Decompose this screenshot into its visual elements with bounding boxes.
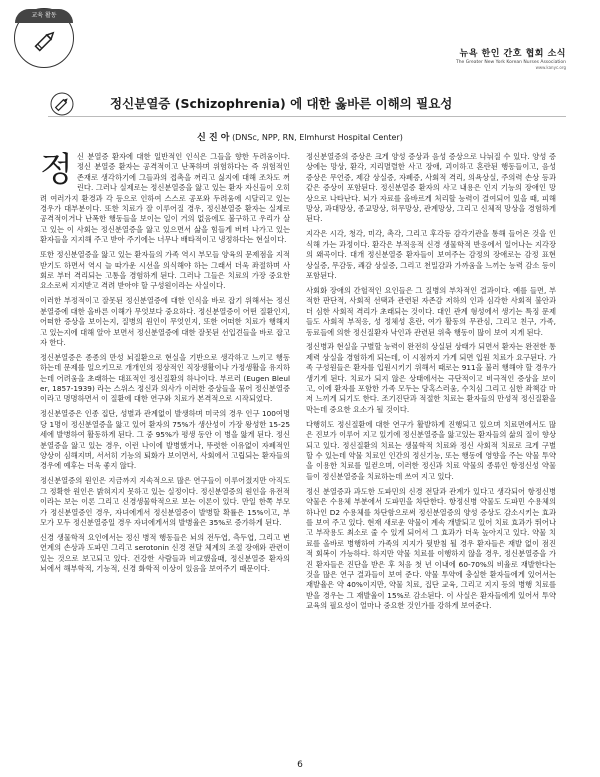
- publication-masthead: [456, 46, 566, 70]
- publication-subtitle: The Greater New York Korean Nurses Association: [455, 60, 566, 65]
- publication-url: www.kanyc.org: [535, 65, 566, 70]
- paragraph: 이러한 부정적이고 잘못된 정신분열증에 대한 인식을 바로 잡기 위해서는 정신분열증에 대한 올바른 이해가 무엇보다 중요하다. 정신분열증이 어떤 질환인지, 어떠한 증상을 보이는지, 질병의 원인이 무엇인지, 또한 어떠한 치료가 행해지고 있는지에 대해 알아 보면서 정신분열증에 대한 잘못된 선입견들을 바로 잡고자 한다.: [40, 296, 290, 347]
- paragraph: 정신 분열증과 과도한 도파민의 신경 전달과 관계가 있다고 생각되어 항정신병 약물은 수용체 부분에서 도파민을 차단한다. 항정신병 약물도 도파민 수용체의 하나인 D2 수용체를 차단함으로써 정신분열증의 양성 증상도 감소시키는 효과를 보여 주고 있다. 현재 새로운 약물이 계속 개발되고 있어 치료 효과가 뛰어나고 부작용도 최소로 줄 수 있게 되어서 그 효과가 더욱 높아지고 있다. 약물 치료를 올바로 병행하여 가족의 지지가 뒷받침 될 경우 환자들은 재발 없이 점진적 회복이 가능하다. 하지만 약물 치료를 이행하지 않을 경우, 정신분열증을 가진 환자들은 진단을 받은 후 처음 첫 년 이내에 60-70%의 비율로 재발한다는 것을 많은 연구 결과들이 보여 준다. 약물 투약에 충실한 환자들에게 있어서는 재발율은 약 40%이지만, 약물 치료, 집단 교육, 그리고 지지 등의 병행 치료를 받을 경우는 그 재발율이 15%로 감소된다. 이 사실은 환자들에게 있어서 투약 교육의 필요성이 얼마나 중요한 것인가를 강하게 보여준다.: [306, 486, 556, 611]
- paragraph: 정신병과 현실을 구별할 능력이 완전히 상실된 상태가 되면서 환자는 완전한 통제력 상실을 경험하게 되는데, 이 시점까지 가게 되면 입원 치료가 요구된다. 가족 구성원들은 환자를 입원시키기 위해서 때로는 911을 불러 행해야 할 경우가 생기게 된다. 치료가 되지 않은 상태에서는 극단적이고 비극적인 증상을 보이고, 이에 환자를 포함한 가족 모두는 당혹스러움, 수치심 그리고 심한 좌책감 마저 느끼게 되기도 한다. 조기진단과 적절한 치료는 환자들의 만성적 정신질환을 막는데 중요한 요소가 될 것이다.: [306, 342, 556, 414]
- article-author: [0, 130, 600, 143]
- pen-icon: [50, 92, 74, 116]
- section-badge-label: 교육 활동: [15, 9, 73, 23]
- drop-cap: 정: [40, 152, 73, 190]
- paragraph: 정신분열증의 원인은 지금까지 지속적으로 많은 연구들이 이루어졌지만 아직도 그 정확한 원인은 밝혀지지 못하고 있는 실정이다. 정신분열증의 원인을 유전적이라는 보는 이론 그리고 신경생물학적으로 보는 이론이 있다. 만일 한쪽 부모가 정신분열증인 경우, 자녀에게서 정신분열증이 발병할 확률은 15%이고, 부모가 모두 정신분열증일 경우 자녀에게서의 발병율은 35%로 증가하게 된다.: [40, 476, 290, 527]
- section-badge: [14, 8, 74, 68]
- publication-title: 뉴욕 한인 간호 협회 소식: [459, 49, 566, 59]
- paragraph: 정신분열증의 증상은 크게 양성 증상과 음성 증상으로 나눠질 수 있다. 양성 증상에는 망상, 환각, 지리멸렬한 사고 장애, 괴이하고 혼란된 행동들이고, 음성 증상은 무언증, 제감 상실증, 자폐증, 사회적 격리, 의욕상실, 주의력 손상 등과 같은 증상이 포함된다. 정신분열증 환자의 사고 내용은 인지 기능의 장애인 망상으로 나타난다. 뇌가 자료를 올바르게 처리할 능력이 결여되어 있을 때, 피해망상, 과대망상, 종교망상, 허무망상, 관계망상, 그리고 신체적 망상을 경험하게 된다.: [306, 152, 556, 224]
- article-title-row: [48, 92, 566, 117]
- paragraph: 정신분열증은 인종 집단, 성별과 관계없이 발생하며 미국의 경우 인구 100여명당 1명이 정신분열증을 앓고 있어 환자의 75%가 생산성이 가장 왕성한 15-25세에 발병하여 활동하게 된다. 그 중 95%가 평생 동안 이 병을 앓게 된다. 정신분열증을 앓고 있는 경우, 이런 나이에 발병했거나, 뚜렷한 이유없이 자폐적인 양상이 심해지며, 서서히 기능의 퇴화가 보이면서, 사회에서 고립되는 환자들의 경우에 예후는 더욱 좋지 않다.: [40, 409, 290, 471]
- paragraph: 정신 분열증 환자에 대한 일반적인 인식은 그들을 향한 두려움이다. 정신 분열증 환자는 공격적이고 난폭하며 위험하다는 즉 위험적인 존재로 생각하기에 그들과의 접촉을 꺼리고 싫지에 대해 조차도 꺼린다. 그러나 실제로는 정신분열증을 앓고 있는 환자 자신들이 오히려 여러가지 환경과 각 등으로 인하여 스스로 공포와 두려움에 시달리고 있는 경우가 대부분이다. 또한 치료가 잘 이루어질 경우, 정신분열증 환자는 실제로 공격적이거나 난폭한 행동들을 보이는 일이 거의 없음에도 불구하고 우리가 살고 있는 이 사회는 정신분열증을 앓고 있으면서 삶을 힘들게 버텨 나가고 있는 환자들을 지지해 주고 받아 주기에는 너무나 배타적이고 냉정하다는 현실이다.: [40, 152, 290, 245]
- author-credentials: (DNSc, NPP, RN, Elmhurst Hospital Center): [232, 133, 403, 142]
- left-column: [40, 152, 290, 756]
- paragraph: 정신분열증은 종종의 만성 뇌질환으로 현실을 기반으로 생각하고 느끼고 행동하는데 문제를 일으키므로 개개인의 정상적인 직장생활이나 가정생활을 유지하는데 어려움을 초래하는 대표적인 정신질환의 하나이다. 부르러 (Eugen Bleuler, 1857-1939) 라는 스위스 정신과 의사가 이러한 증상들을 묶어 정신분열증이라고 명명하면서 이 질환에 대한 연구와 치료가 본격적으로 시작되었다.: [40, 352, 290, 404]
- page-number: 6: [297, 760, 303, 770]
- paragraph: 다행히도 정신질환에 대한 연구가 활발하게 진행되고 있으며 치료면에서도 많은 진보가 이루어 지고 있기에 정신분열증을 앓고있는 환자들의 삶의 질이 향상되고 있다. 정신질환의 치료는 생물학적 치료와 정신 사회적 치료로 크게 구별할 수 있는데 약물 치료인 인간의 정신기능, 또는 행동에 영향을 주는 약물 투약을 이용한 치료를 일컫으며, 이러한 정신과 치료 약물의 종류인 항정신성 약물들이 정신분열증을 치료하는데 쓰여 지고 있다.: [306, 419, 556, 481]
- paragraph: 신경 생물학적 요인에서는 정신 병적 행동들은 뇌의 전두엽, 측두엽, 그리고 변연계의 손상과 도파민 그리고 serotonin 신경 전달 체계의 조절 장애와 관련이 있는 것으로 보고되고 있다. 건강한 사람들과 비교했을때, 정신분열증 환자의 뇌에서 해부학적, 기능적, 신경 화학적 이상이 있음을 보여주기 때문이다.: [40, 532, 290, 574]
- author-name: 신 진 아: [197, 133, 230, 143]
- right-column: [306, 152, 556, 756]
- article-title: 정신분열증 (Schizophrenia) 에 대한 옳바른 이해의 필요성: [110, 96, 453, 111]
- paragraph: 또한 정신분열증을 앓고 있는 환자들의 가족 역시 부모들 양육의 문제점을 지적 받기도 하면서 역시 늘 따가운 시선을 의식해야 하는 그래서 더욱 좌절하며 사회로 부터 격리되는 고통을 경험하게 된다. 그러나 그들은 치료의 가장 중요한 요소로써 지지받고 격려 받아야 할 구성원이라는 사실이다.: [40, 250, 290, 291]
- paragraph: 지각은 시각, 청각, 미각, 촉각, 그리고 후각등 감각기관을 통해 들어온 것을 인식해 가는 과정이다. 환각은 부적응적 신경 생물학적 반응에서 일어나는 지각장의 왜곡이다. 대개 정신분열증 환자들이 보여주는 감정의 장애로는 감정 표현 상실증, 무감동, 쾌감 상실증, 그리고 천밀감과 가까움을 느끼는 능력 감소 등이 포함된다.: [306, 229, 556, 280]
- paragraph: 사회화 장애의 간헐적인 요인들은 그 질병의 부차적인 결과이다. 예를 들면, 부적한 판단적, 사회적 선택과 관련된 자존감 저하의 인과 심각한 사회적 불안과 더 심한 사회적 격리가 초래되는 것이다. 대인 관계 형성에서 생기는 특징 문제들도 사회적 부적응, 성 정체성 혼란, 여가 활동의 무관심, 그리고 친구, 가족, 동료들에 의한 정신질환자 낙인과 관련된 위축 행동이 많이 보여 지게 된다.: [306, 285, 556, 337]
- pencil-icon: [29, 27, 59, 57]
